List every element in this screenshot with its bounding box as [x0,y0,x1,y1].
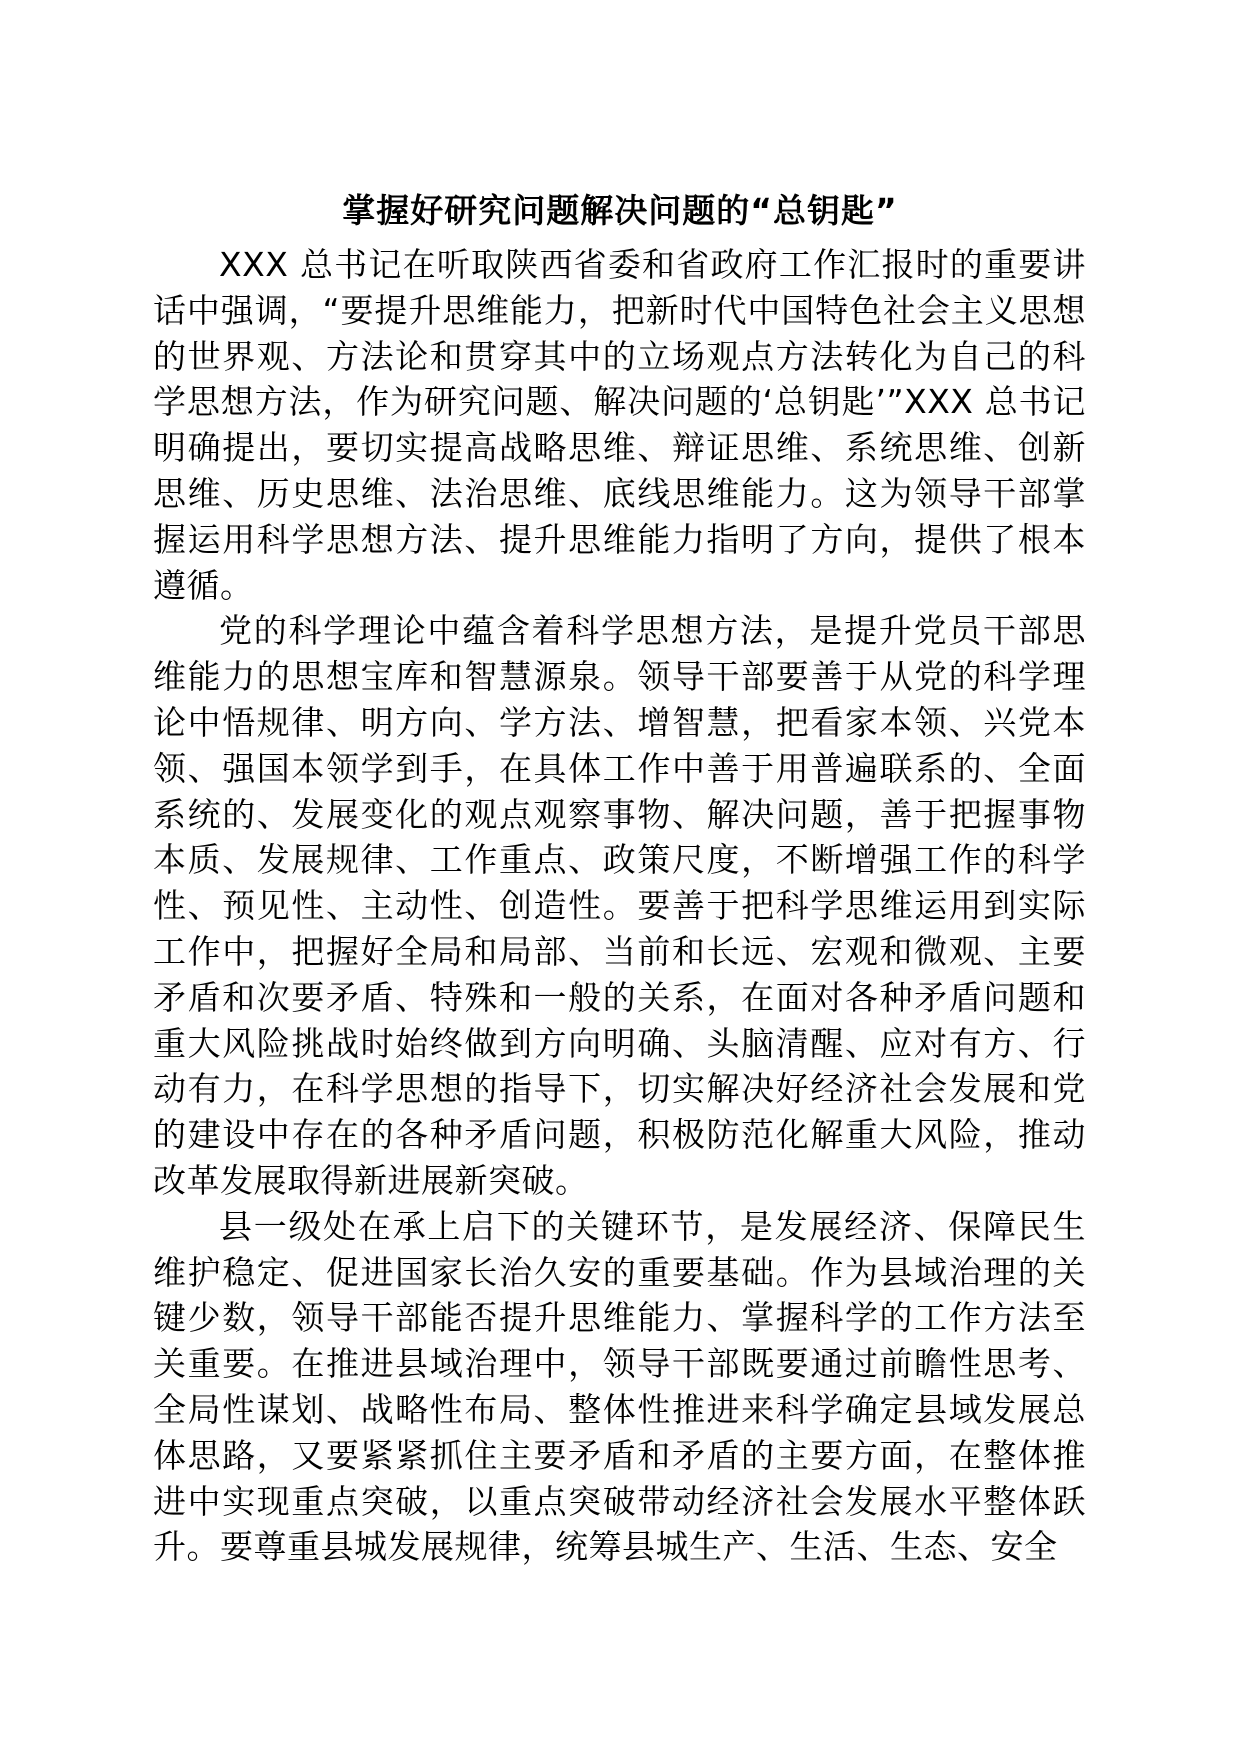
paragraph-3: 县一级处在承上启下的关键环节，是发展经济、保障民生维护稳定、促进国家长治久安的重要基础。作为县域治理的关键少数，领导干部能否提升思维能力、掌握科学的工作方法至关重要。在推进县域治理中，领导干部既要通过前瞻性思考、全局性谋划、战略性布局、整体性推进来科学确定县域发展总体思路，又要紧紧抓住主要矛盾和矛盾的主要方面，在整体推进中实现重点突破，以重点突破带动经济社会发展水平整体跃升。要尊重县城发展规律，统筹县城生产、生活、生态、安全 [153,1206,1086,1567]
paragraph-1: XXX 总书记在听取陕西省委和省政府工作汇报时的重要讲话中强调，“要提升思维能力，把新时代中国特色社会主义思想的世界观、方法论和贯穿其中的立场观点方法转化为自己的科学思想方法，作为研究问题、解决问题的‘总钥匙’”XXX 总书记明确提出，要切实提高战略思维、辩证思维、系统思维、创新思维、历史思维、法治思维、底线思维能力。这为领导干部掌握运用科学思想方法、提升思维能力指明了方向，提供了根本遵循。 [153,245,1086,605]
document-body [153,242,1086,1570]
paragraph-2: 党的科学理论中蕴含着科学思想方法，是提升党员干部思维能力的思想宝库和智慧源泉。领导干部要善于从党的科学理论中悟规律、明方向、学方法、增智慧，把看家本领、兴党本领、强国本领学到手，在具体工作中善于用普遍联系的、全面系统的、发展变化的观点观察事物、解决问题，善于把握事物本质、发展规律、工作重点、政策尺度，不断增强工作的科学性、预见性、主动性、创造性。要善于把科学思维运用到实际工作中，把握好全局和局部、当前和长远、宏观和微观、主要矛盾和次要矛盾、特殊和一般的关系，在面对各种矛盾问题和重大风险挑战时始终做到方向明确、头脑清醒、应对有方、行动有力，在科学思想的指导下，切实解决好经济社会发展和党的建设中存在的各种矛盾问题，积极防范化解重大风险，推动改革发展取得新进展新突破。 [153,611,1086,1200]
document-title: 掌握好研究问题解决问题的“总钥匙” [342,191,898,230]
